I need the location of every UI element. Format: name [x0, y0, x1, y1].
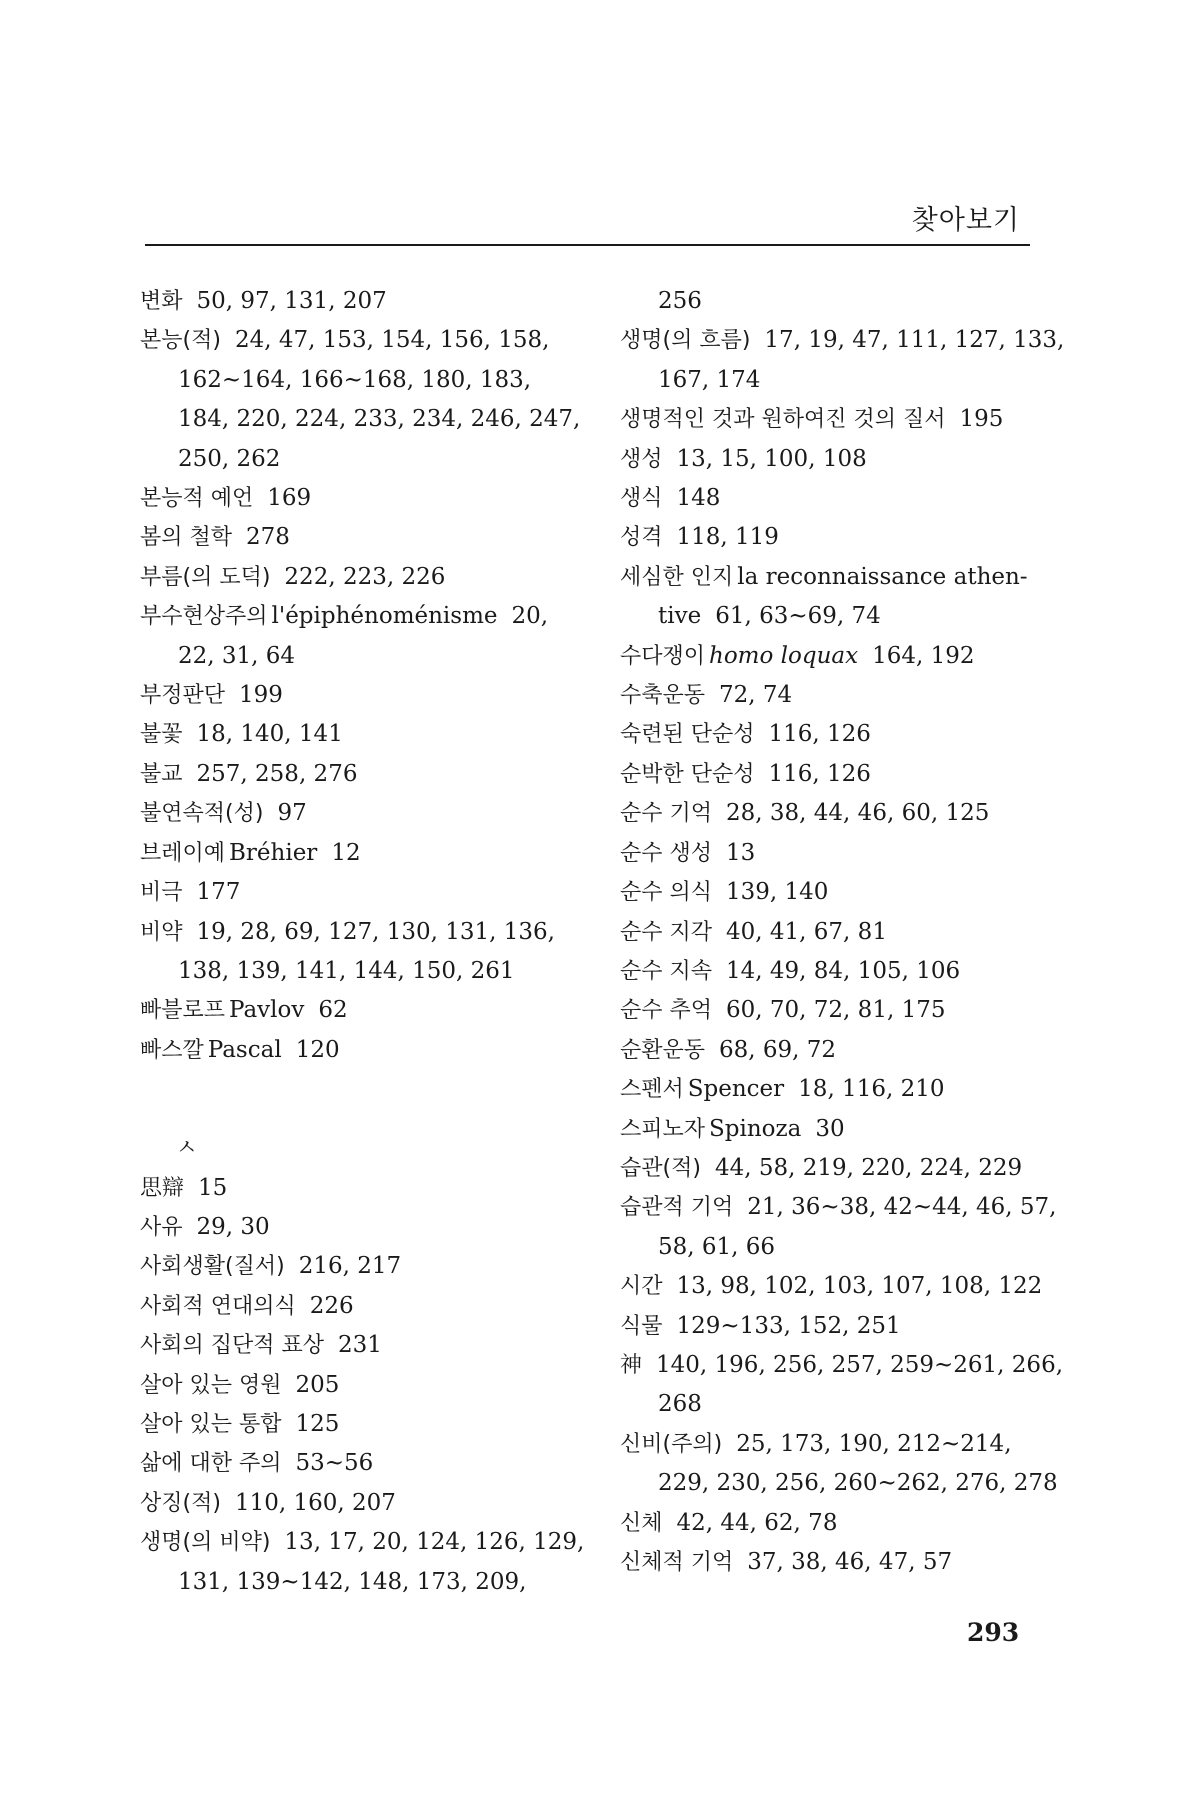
index-pages: 17, 19, 47, 111, 127, 133, 167, 174: [658, 327, 1065, 393]
index-entry: [620, 400, 1065, 439]
index-foreign-term: homo loquax: [709, 642, 859, 669]
index-term: 생성: [620, 446, 663, 472]
index-pages: 61, 63~69, 74: [715, 603, 881, 630]
index-foreign-term: Bréhier: [229, 839, 318, 866]
index-entry: [620, 1188, 1065, 1267]
index-pages: 42, 44, 62, 78: [676, 1509, 838, 1536]
index-foreign-term: la reconnaissance athen-tive: [658, 563, 1028, 630]
index-pages: 118, 119: [676, 524, 779, 551]
index-pages: 21, 36~38, 42~44, 46, 57, 58, 61, 66: [658, 1194, 1057, 1260]
index-entry: [620, 952, 1065, 991]
index-term: 부정판단: [140, 683, 226, 709]
index-pages: 72, 74: [719, 682, 793, 709]
index-term: 신체: [620, 1510, 663, 1536]
index-pages: 148: [676, 485, 721, 512]
index-term: 수다쟁이: [620, 643, 706, 669]
index-pages: 25, 173, 190, 212~214, 229, 230, 256, 260~262, 276, 278: [658, 1430, 1058, 1497]
index-pages: 14, 49, 84, 105, 106: [726, 957, 961, 984]
index-term: 사회생활(질서): [140, 1254, 285, 1280]
index-term: 사회의 집단적 표상: [140, 1333, 325, 1359]
index-entry: [620, 518, 1065, 557]
index-entry: [140, 1326, 585, 1365]
index-entry: [140, 1523, 585, 1602]
index-entry: [140, 1169, 585, 1208]
index-pages: 129~133, 152, 251: [676, 1312, 901, 1339]
section-letter: ㅅ: [176, 1136, 198, 1162]
index-entry: [620, 1149, 1065, 1188]
index-pages: 216, 217: [298, 1253, 402, 1280]
index-entry: [620, 1031, 1065, 1070]
index-pages: 226: [309, 1292, 354, 1319]
index-pages: 68, 69, 72: [719, 1036, 837, 1063]
index-term: 불꽃: [140, 722, 183, 748]
index-pages: 177: [196, 879, 241, 906]
index-term: 불교: [140, 761, 183, 787]
index-term: 신체적 기억: [620, 1550, 734, 1575]
index-entry: [620, 1267, 1065, 1306]
header-title: 찾아보기: [911, 205, 1020, 236]
index-term: 불연속적(성): [140, 801, 264, 827]
section-gap: [140, 1070, 585, 1129]
index-foreign-term: l'épiphénoménisme: [271, 603, 498, 630]
index-term: 습관적 기억: [620, 1195, 734, 1221]
index-foreign-term: Spinoza: [709, 1115, 802, 1142]
index-term: 순수 지속: [620, 958, 713, 984]
index-entry: [140, 873, 585, 912]
index-entry: [140, 1405, 585, 1444]
index-pages: 116, 126: [768, 760, 871, 787]
index-entry: [140, 1247, 585, 1286]
index-pages: 44, 58, 219, 220, 224, 229: [714, 1154, 1023, 1181]
index-pages: 205: [295, 1371, 340, 1398]
index-foreign-term: Pascal: [207, 1036, 282, 1063]
index-term: 神: [620, 1352, 643, 1378]
index-pages: 13, 98, 102, 103, 107, 108, 122: [676, 1273, 1043, 1300]
index-pages: 40, 41, 67, 81: [726, 918, 887, 945]
index-term: 식물: [620, 1313, 663, 1339]
index-pages: 19, 28, 69, 127, 130, 131, 136, 138, 139, 141, 144, 150, 261: [178, 918, 555, 984]
index-term: 성격: [620, 525, 663, 551]
index-term: 시간: [620, 1274, 663, 1300]
index-pages: 15: [198, 1174, 228, 1201]
index-entry: [620, 440, 1065, 479]
index-entry: [620, 1307, 1065, 1346]
index-term: 순수 기억: [620, 801, 713, 827]
index-pages: 257, 258, 276: [196, 760, 358, 787]
index-pages: 231: [338, 1332, 382, 1359]
index-pages: 140, 196, 256, 257, 259~261, 266, 268: [656, 1351, 1064, 1418]
index-entry: [620, 321, 1065, 400]
index-entry: [140, 1444, 585, 1483]
index-term: 봄의 철학: [140, 525, 233, 551]
index-entry: [620, 558, 1065, 637]
index-entry: [620, 1543, 1065, 1582]
index-term: 순수 추억: [620, 998, 713, 1024]
index-entry: [140, 558, 585, 597]
index-pages: 110, 160, 207: [234, 1489, 396, 1516]
index-column-left: [140, 282, 585, 1602]
index-pages: 18, 116, 210: [798, 1076, 945, 1103]
index-term: 생명(의 흐름): [620, 328, 751, 354]
index-term: 신비(주의): [620, 1431, 723, 1457]
index-term: 브레이예: [140, 840, 226, 866]
index-entry: [140, 834, 585, 873]
index-pages: 13, 15, 100, 108: [676, 445, 867, 472]
index-pages: 53~56: [295, 1450, 374, 1477]
index-term: 빠스깔: [140, 1037, 204, 1063]
index-entry: [140, 282, 585, 321]
index-pages: 30: [815, 1115, 845, 1142]
index-term: 빠블로프: [140, 998, 226, 1024]
index-entry: [140, 518, 585, 557]
index-pages: 97: [277, 800, 307, 827]
index-term: 비극: [140, 880, 183, 906]
index-entry: [140, 991, 585, 1030]
index-entry: [140, 1208, 585, 1247]
index-pages: 13, 17, 20, 124, 126, 129, 131, 139~142, 148, 173, 209,: [178, 1529, 585, 1595]
page-number: 293: [967, 1618, 1020, 1647]
index-term: 변화: [140, 289, 183, 314]
index-pages: 29, 30: [196, 1213, 270, 1240]
index-term: 부수현상주의: [140, 604, 268, 630]
index-pages: 62: [318, 997, 348, 1024]
index-pages: 12: [331, 839, 361, 866]
index-entry: [140, 1484, 585, 1523]
index-term: 삶에 대한 주의: [140, 1451, 282, 1477]
index-entry: [620, 873, 1065, 912]
index-term: 본능적 예언: [140, 486, 254, 512]
index-term: 사유: [140, 1214, 183, 1240]
index-pages: 256: [658, 288, 702, 314]
index-entry: [620, 479, 1065, 518]
index-pages: 13: [726, 839, 756, 866]
index-term: 세심한 인지: [620, 564, 734, 590]
running-header: [145, 196, 1030, 246]
index-term: 생식: [620, 486, 663, 512]
index-entry: [140, 1366, 585, 1405]
index-entry: [620, 637, 1065, 676]
index-entry: [620, 1504, 1065, 1543]
index-term: 살아 있는 통합: [140, 1411, 282, 1437]
index-entry: [620, 991, 1065, 1030]
index-pages: 199: [239, 682, 283, 709]
index-term: 순박한 단순성: [620, 761, 755, 787]
index-pages: 24, 47, 153, 154, 156, 158, 162~164, 166~168, 180, 183, 184, 220, 224, 233, 234, 246, 247, 250, 262: [178, 327, 581, 472]
index-entry: [140, 794, 585, 833]
index-term: 순수 지각: [620, 919, 713, 945]
index-pages: 164, 192: [872, 642, 975, 669]
index-term: 습관(적): [620, 1155, 701, 1181]
index-term: 수축운동: [620, 683, 706, 709]
index-pages: 116, 126: [768, 721, 871, 748]
index-entry: [140, 597, 585, 676]
index-entry: [620, 755, 1065, 794]
index-entry: [140, 913, 585, 992]
index-pages: 37, 38, 46, 47, 57: [747, 1549, 953, 1575]
index-foreign-term: Pavlov: [229, 997, 305, 1024]
index-term: 순환운동: [620, 1037, 706, 1063]
index-entry: [620, 834, 1065, 873]
index-pages: 50, 97, 131, 207: [196, 288, 387, 314]
index-entry: [620, 1346, 1065, 1425]
index-term: 순수 생성: [620, 840, 713, 866]
index-entry: [620, 913, 1065, 952]
index-term: 思辯: [140, 1175, 185, 1201]
index-pages: 139, 140: [726, 879, 829, 906]
index-pages: 222, 223, 226: [284, 563, 446, 590]
index-pages: 278: [246, 524, 290, 551]
index-pages: 120: [295, 1036, 340, 1063]
index-term: 본능(적): [140, 328, 221, 354]
index-term: 사회적 연대의식: [140, 1293, 296, 1319]
index-term: 비약: [140, 919, 183, 945]
index-term: 생명(의 비약): [140, 1530, 271, 1556]
index-column-right: [620, 282, 1065, 1582]
index-entry: [140, 1287, 585, 1326]
index-foreign-term: Spencer: [687, 1076, 785, 1103]
index-pages: 169: [267, 485, 312, 512]
index-entry: [140, 755, 585, 794]
index-term: 살아 있는 영원: [140, 1372, 282, 1398]
index-entry: [620, 794, 1065, 833]
index-term: 스피노자: [620, 1116, 706, 1142]
index-term: 생명적인 것과 원하여진 것의 질서: [620, 407, 946, 433]
index-term: 숙련된 단순성: [620, 722, 755, 748]
index-pages: 125: [295, 1410, 340, 1437]
index-pages: 60, 70, 72, 81, 175: [726, 997, 946, 1024]
index-entry: [620, 676, 1065, 715]
index-term: 부름(의 도덕): [140, 564, 271, 590]
index-entry: [140, 1031, 585, 1070]
index-entry-continuation: [620, 282, 1065, 321]
index-pages: 195: [959, 406, 1004, 433]
index-entry: [140, 479, 585, 518]
index-pages: 28, 38, 44, 46, 60, 125: [726, 800, 990, 827]
index-term: 상징(적): [140, 1490, 221, 1516]
index-entry: [620, 1425, 1065, 1504]
index-entry: [620, 1070, 1065, 1109]
index-entry: [620, 715, 1065, 754]
index-entry: [620, 1110, 1065, 1149]
index-term: 순수 의식: [620, 880, 713, 906]
index-pages: 18, 140, 141: [196, 721, 343, 748]
index-entry: [140, 715, 585, 754]
index-pages: 20, 22, 31, 64: [178, 603, 549, 669]
index-term: 스펜서: [620, 1077, 684, 1103]
index-entry: [140, 321, 585, 479]
index-entry: [140, 676, 585, 715]
